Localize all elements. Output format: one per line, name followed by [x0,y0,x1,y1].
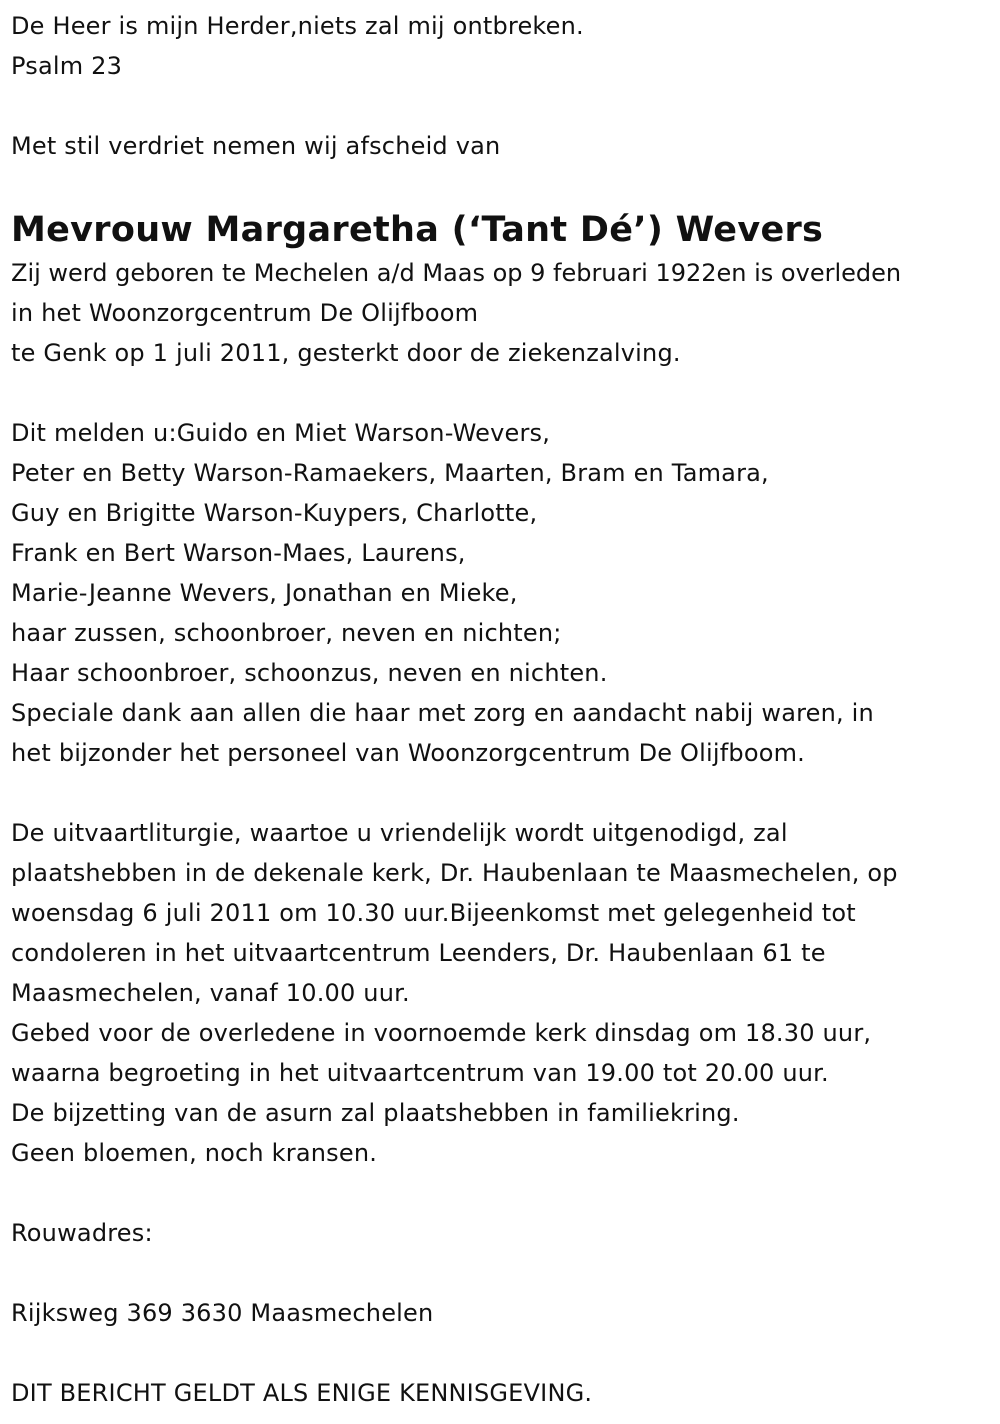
deceased-name: Mevrouw Margaretha (‘Tant Dé’) Wevers [11,210,824,250]
spacer [11,773,996,813]
service-line: woensdag 6 juli 2011 om 10.30 uur.Bijeenkomst met gelegenheid tot [11,899,856,927]
family-line: Speciale dank aan allen die haar met zorg en aandacht nabij waren, in [11,699,874,727]
psalm-reference: Psalm 23 [11,52,123,80]
family-line: Marie-Jeanne Wevers, Jonathan en Mieke, [11,579,518,607]
spacer [11,373,996,413]
family-line: Frank en Bert Warson-Maes, Laurens, [11,539,466,567]
birth-death-line: te Genk op 1 juli 2011, gesterkt door de ziekenzalving. [11,339,681,367]
spacer [11,86,996,126]
closing-statement: DIT BERICHT GELDT ALS ENIGE KENNISGEVING. [11,1379,593,1407]
family-line: Haar schoonbroer, schoonzus, neven en nichten. [11,659,608,687]
spacer [11,1173,996,1213]
spacer [11,166,996,206]
family-line: Guy en Brigitte Warson-Kuypers, Charlotte, [11,499,538,527]
service-line: plaatshebben in de dekenale kerk, Dr. Haubenlaan te Maasmechelen, op [11,859,898,887]
family-line: Dit melden u:Guido en Miet Warson-Wevers, [11,419,551,447]
mourning-address: Rijksweg 369 3630 Maasmechelen [11,1299,434,1327]
intro-text: Met stil verdriet nemen wij afscheid van [11,132,501,160]
spacer [11,1253,996,1293]
service-line: condoleren in het uitvaartcentrum Leenders, Dr. Haubenlaan 61 te [11,939,826,967]
obituary-notice [11,6,996,1413]
spacer [11,1333,996,1373]
service-line: waarna begroeting in het uitvaartcentrum van 19.00 tot 20.00 uur. [11,1059,829,1087]
birth-death-line: in het Woonzorgcentrum De Olijfboom [11,299,479,327]
service-line: De uitvaartliturgie, waartoe u vriendelijk wordt uitgenodigd, zal [11,819,788,847]
service-line: De bijzetting van de asurn zal plaatshebben in familiekring. [11,1099,740,1127]
psalm-quote: De Heer is mijn Herder,niets zal mij ontbreken. [11,12,584,40]
service-line: Gebed voor de overledene in voornoemde kerk dinsdag om 18.30 uur, [11,1019,872,1047]
address-label: Rouwadres: [11,1219,153,1247]
birth-death-line: Zij werd geboren te Mechelen a/d Maas op 9 februari 1922en is overleden [11,259,902,287]
family-line: Peter en Betty Warson-Ramaekers, Maarten, Bram en Tamara, [11,459,769,487]
service-line: Maasmechelen, vanaf 10.00 uur. [11,979,410,1007]
service-line: Geen bloemen, noch kransen. [11,1139,378,1167]
family-line: het bijzonder het personeel van Woonzorgcentrum De Olijfboom. [11,739,805,767]
family-line: haar zussen, schoonbroer, neven en nichten; [11,619,562,647]
